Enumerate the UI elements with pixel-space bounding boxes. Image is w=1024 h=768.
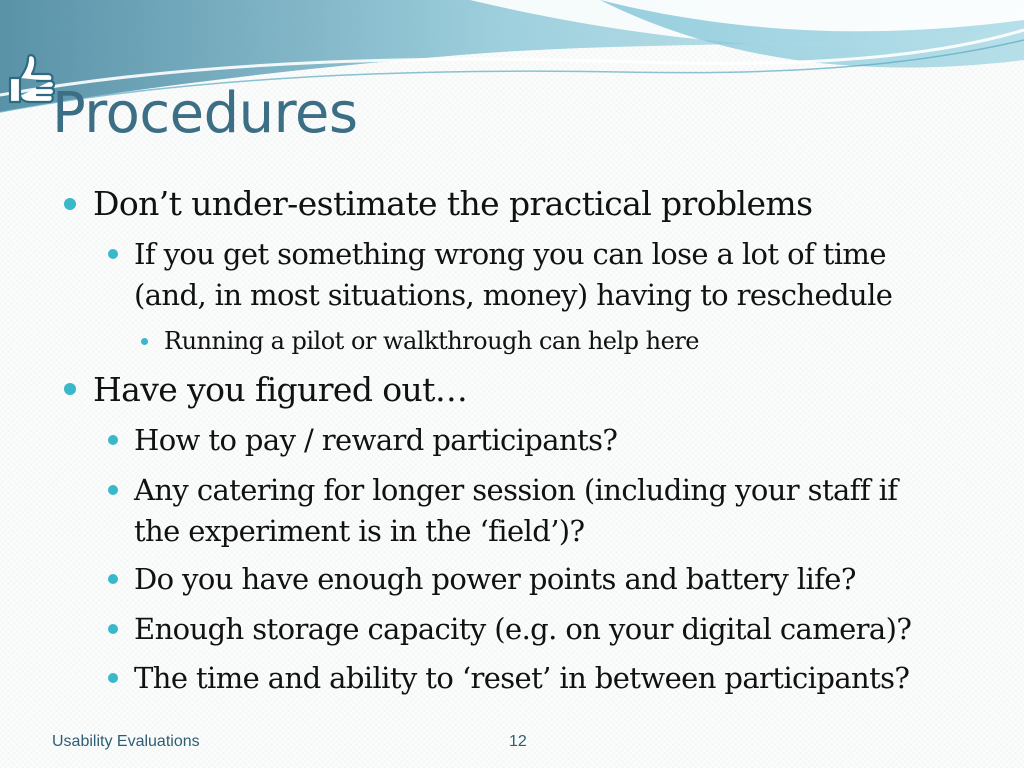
bullet-level1: Don’t under-estimate the practical problems [93, 184, 813, 223]
footer-label: Usability Evaluations [52, 733, 200, 750]
bullet-level2: Enough storage capacity (e.g. on your digital camera)? [134, 612, 912, 646]
slide-title: Procedures [52, 81, 358, 146]
bullet-dot-level2 [108, 249, 118, 259]
bullet-level2: Do you have enough power points and battery life? [134, 562, 856, 596]
bullet-dot-level1 [64, 383, 76, 395]
bullet-continuation: the experiment is in the ‘field’)? [134, 514, 585, 548]
bullet-level3: Running a pilot or walkthrough can help here [164, 327, 699, 355]
bullet-level2: How to pay / reward participants? [134, 423, 618, 457]
bullet-dot-level2 [108, 435, 118, 445]
bullet-level2: The time and ability to ‘reset’ in between participants? [134, 661, 910, 695]
page-number: 12 [509, 733, 527, 750]
bullet-dot-level2 [108, 673, 118, 683]
bullet-dot-level2 [108, 485, 118, 495]
bullet-dot-level2 [108, 624, 118, 634]
bullet-dot-level2 [108, 574, 118, 584]
bullet-level2: If you get something wrong you can lose a lot of time [134, 237, 886, 271]
bullet-level1: Have you figured out… [93, 370, 468, 409]
bullet-continuation: (and, in most situations, money) having to reschedule [134, 278, 893, 312]
bullet-dot-level3 [141, 338, 148, 345]
bullet-dot-level1 [64, 198, 76, 210]
bullet-level2: Any catering for longer session (including your staff if [134, 473, 898, 507]
